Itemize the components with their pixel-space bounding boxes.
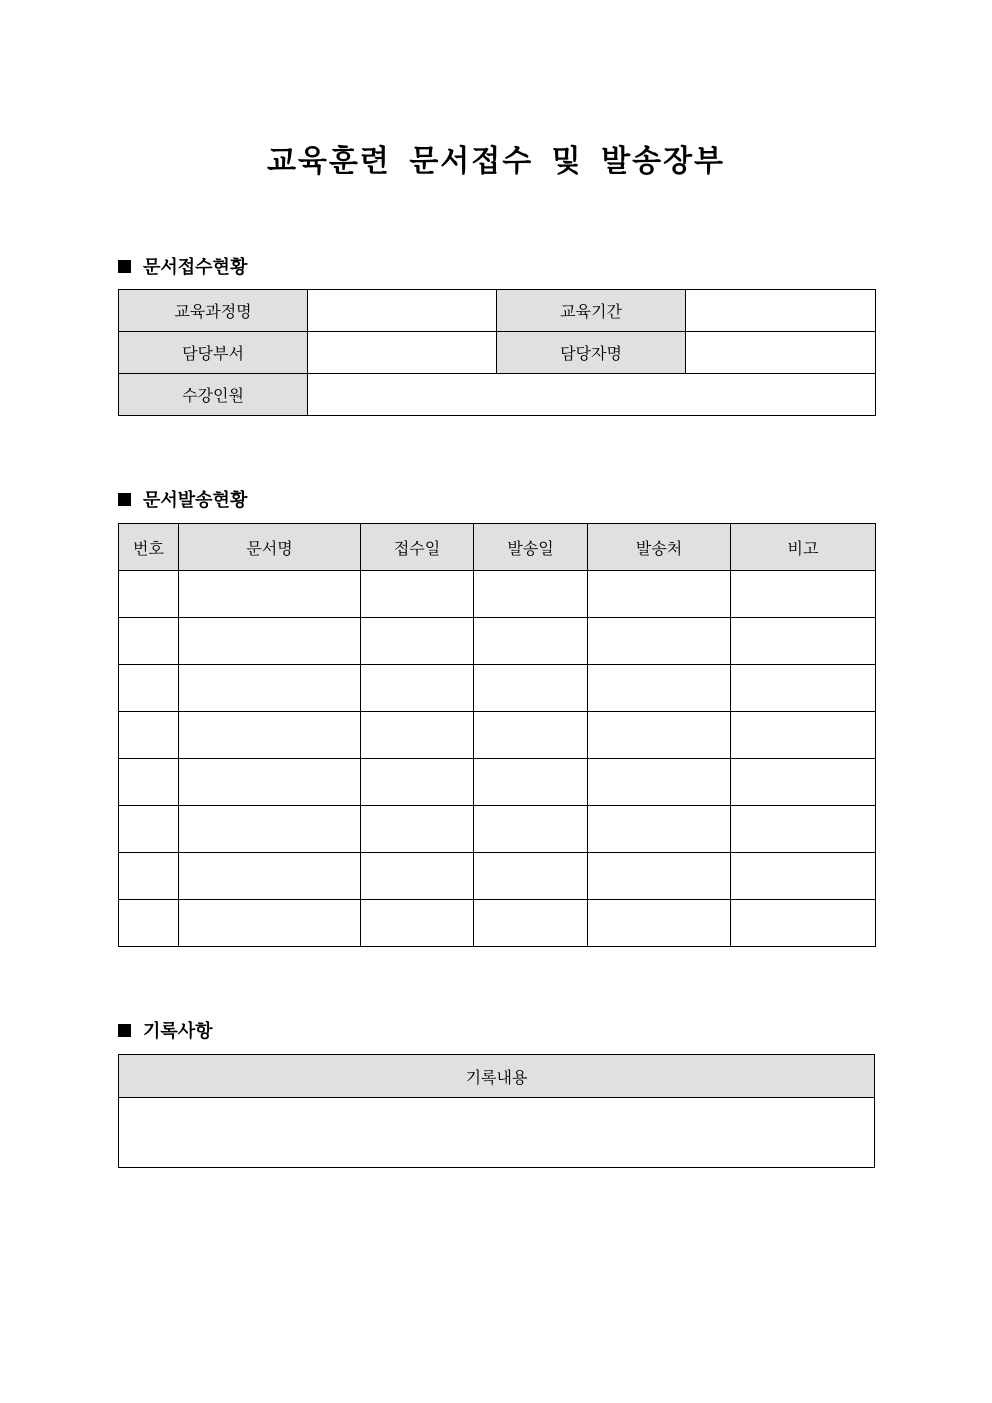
- cell-sent-date[interactable]: [474, 571, 588, 618]
- page-title: 교육훈련 문서접수 및 발송장부: [266, 144, 726, 179]
- table-row: [119, 712, 876, 759]
- period-label: 교육기간: [497, 290, 686, 332]
- cell-received-date[interactable]: [361, 571, 474, 618]
- dispatch-heading-text: 문서발송현황: [143, 490, 248, 511]
- cell-received-date[interactable]: [361, 759, 474, 806]
- table-header-row: [119, 1055, 875, 1098]
- table-row: [119, 759, 876, 806]
- cell-number[interactable]: [119, 571, 179, 618]
- table-row: [119, 853, 876, 900]
- course-name-label: 교육과정명: [119, 290, 308, 332]
- manager-field[interactable]: [686, 332, 876, 374]
- column-header-recipient: 발송처: [588, 524, 731, 571]
- records-heading-text: 기록사항: [143, 1021, 213, 1042]
- table-row: [119, 374, 876, 416]
- cell-remarks[interactable]: [731, 806, 876, 853]
- cell-recipient[interactable]: [588, 712, 731, 759]
- table-row: [119, 806, 876, 853]
- column-header-document-name: 문서명: [179, 524, 361, 571]
- department-label: 담당부서: [119, 332, 308, 374]
- square-bullet-icon: [118, 493, 131, 506]
- cell-document-name[interactable]: [179, 806, 361, 853]
- dispatch-table-body: [119, 571, 876, 947]
- cell-recipient[interactable]: [588, 665, 731, 712]
- cell-sent-date[interactable]: [474, 665, 588, 712]
- cell-number[interactable]: [119, 853, 179, 900]
- column-header-remarks: 비고: [731, 524, 876, 571]
- cell-number[interactable]: [119, 665, 179, 712]
- cell-remarks[interactable]: [731, 571, 876, 618]
- dispatch-section-heading: [118, 486, 247, 512]
- table-row: [119, 665, 876, 712]
- cell-document-name[interactable]: [179, 665, 361, 712]
- table-row: [119, 1098, 875, 1168]
- cell-received-date[interactable]: [361, 665, 474, 712]
- cell-remarks[interactable]: [731, 853, 876, 900]
- cell-received-date[interactable]: [361, 806, 474, 853]
- cell-number[interactable]: [119, 806, 179, 853]
- cell-number[interactable]: [119, 759, 179, 806]
- cell-recipient[interactable]: [588, 571, 731, 618]
- table-row: [119, 571, 876, 618]
- cell-remarks[interactable]: [731, 712, 876, 759]
- manager-label: 담당자명: [497, 332, 686, 374]
- records-table: [118, 1054, 875, 1168]
- cell-recipient[interactable]: [588, 618, 731, 665]
- cell-document-name[interactable]: [179, 759, 361, 806]
- table-header-row: [119, 524, 876, 571]
- period-field[interactable]: [686, 290, 876, 332]
- cell-sent-date[interactable]: [474, 806, 588, 853]
- table-row: [119, 290, 876, 332]
- cell-received-date[interactable]: [361, 712, 474, 759]
- cell-recipient[interactable]: [588, 759, 731, 806]
- cell-received-date[interactable]: [361, 900, 474, 947]
- column-header-record-content: 기록내용: [119, 1055, 875, 1098]
- cell-document-name[interactable]: [179, 853, 361, 900]
- square-bullet-icon: [118, 260, 131, 273]
- trainees-field[interactable]: [308, 374, 876, 416]
- column-header-sent-date: 발송일: [474, 524, 588, 571]
- record-content-field[interactable]: [119, 1098, 875, 1168]
- reception-heading-text: 문서접수현황: [143, 257, 248, 278]
- cell-recipient[interactable]: [588, 806, 731, 853]
- department-field[interactable]: [308, 332, 497, 374]
- cell-number[interactable]: [119, 618, 179, 665]
- cell-document-name[interactable]: [179, 618, 361, 665]
- cell-recipient[interactable]: [588, 900, 731, 947]
- column-header-number: 번호: [119, 524, 179, 571]
- cell-sent-date[interactable]: [474, 618, 588, 665]
- records-section-heading: [118, 1017, 213, 1043]
- cell-remarks[interactable]: [731, 900, 876, 947]
- reception-table: [118, 289, 876, 416]
- cell-received-date[interactable]: [361, 618, 474, 665]
- cell-document-name[interactable]: [179, 571, 361, 618]
- cell-remarks[interactable]: [731, 665, 876, 712]
- table-row: [119, 900, 876, 947]
- cell-number[interactable]: [119, 900, 179, 947]
- cell-sent-date[interactable]: [474, 853, 588, 900]
- cell-sent-date[interactable]: [474, 712, 588, 759]
- cell-sent-date[interactable]: [474, 900, 588, 947]
- cell-document-name[interactable]: [179, 712, 361, 759]
- table-row: [119, 618, 876, 665]
- trainees-label: 수강인원: [119, 374, 308, 416]
- square-bullet-icon: [118, 1024, 131, 1037]
- cell-number[interactable]: [119, 712, 179, 759]
- column-header-received-date: 접수일: [361, 524, 474, 571]
- cell-received-date[interactable]: [361, 853, 474, 900]
- cell-recipient[interactable]: [588, 853, 731, 900]
- cell-document-name[interactable]: [179, 900, 361, 947]
- table-row: [119, 332, 876, 374]
- cell-remarks[interactable]: [731, 618, 876, 665]
- cell-remarks[interactable]: [731, 759, 876, 806]
- dispatch-table: [118, 523, 876, 947]
- cell-sent-date[interactable]: [474, 759, 588, 806]
- reception-section-heading: [118, 253, 247, 279]
- course-name-field[interactable]: [308, 290, 497, 332]
